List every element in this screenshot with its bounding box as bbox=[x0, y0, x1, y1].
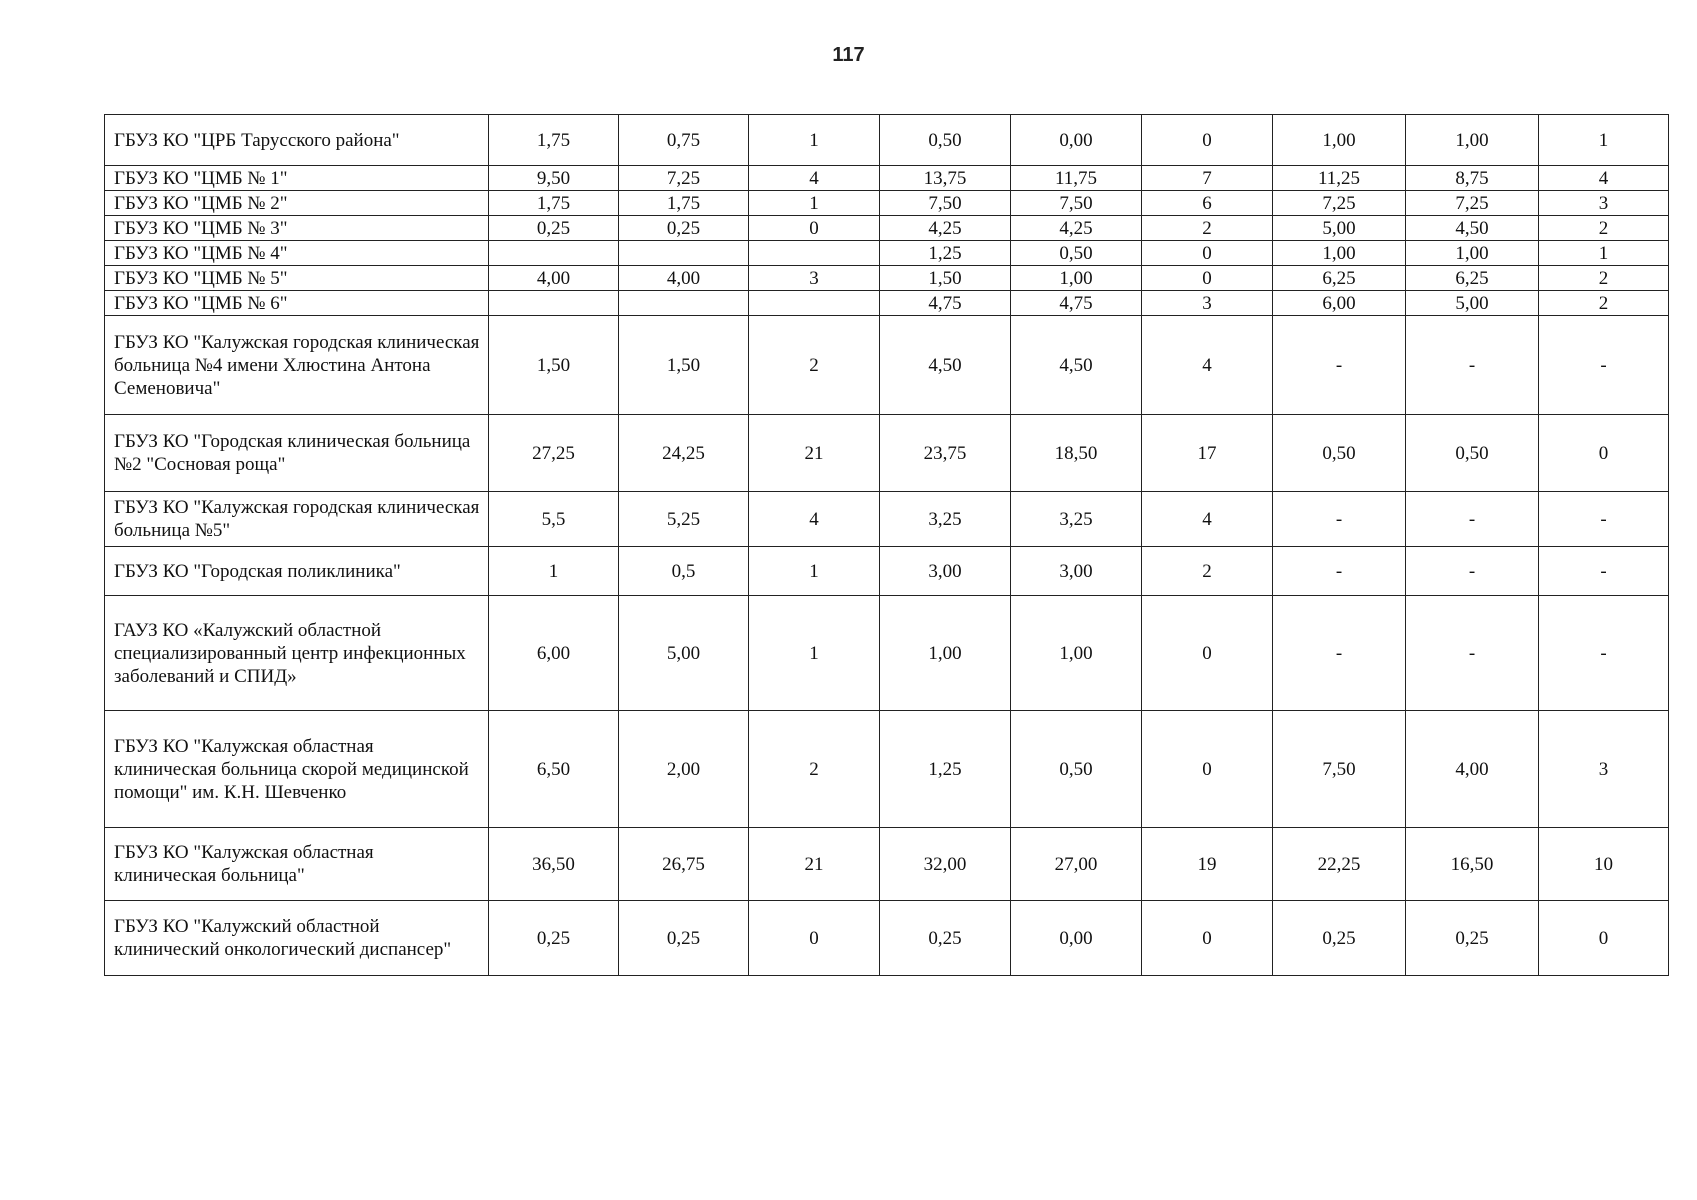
value-cell: 0 bbox=[1539, 415, 1669, 492]
value-cell bbox=[749, 291, 880, 316]
value-cell: 5,5 bbox=[489, 492, 619, 547]
organization-name-cell: ГБУЗ КО "Калужская областная клиническая больница" bbox=[105, 828, 489, 901]
value-cell: 3 bbox=[1539, 191, 1669, 216]
value-cell: 7,25 bbox=[1273, 191, 1406, 216]
value-cell: 0,75 bbox=[619, 115, 749, 166]
value-cell: 0 bbox=[1142, 241, 1273, 266]
value-cell: 7,50 bbox=[1011, 191, 1142, 216]
value-cell: 1,25 bbox=[880, 711, 1011, 828]
value-cell: 4 bbox=[1142, 316, 1273, 415]
value-cell: 2,00 bbox=[619, 711, 749, 828]
value-cell: 2 bbox=[749, 316, 880, 415]
value-cell: 5,00 bbox=[619, 596, 749, 711]
value-cell: 3 bbox=[1539, 711, 1669, 828]
value-cell: 0,00 bbox=[1011, 115, 1142, 166]
value-cell: 1,00 bbox=[1406, 115, 1539, 166]
value-cell: 3,25 bbox=[880, 492, 1011, 547]
value-cell: 0,50 bbox=[1011, 711, 1142, 828]
page-number: 117 bbox=[832, 44, 865, 66]
value-cell: 4,00 bbox=[489, 266, 619, 291]
value-cell: 0,25 bbox=[1406, 901, 1539, 976]
value-cell: 7,25 bbox=[1406, 191, 1539, 216]
value-cell: - bbox=[1539, 596, 1669, 711]
value-cell: 0,25 bbox=[619, 901, 749, 976]
table-row bbox=[105, 596, 1669, 711]
organization-name-cell: ГБУЗ КО "Городская поликлиника" bbox=[105, 547, 489, 596]
value-cell: - bbox=[1539, 316, 1669, 415]
table-row bbox=[105, 547, 1669, 596]
value-cell: 0,50 bbox=[1406, 415, 1539, 492]
value-cell: 5,25 bbox=[619, 492, 749, 547]
table-row bbox=[105, 191, 1669, 216]
value-cell: 0,50 bbox=[1011, 241, 1142, 266]
value-cell: 0,25 bbox=[619, 216, 749, 241]
value-cell: 1 bbox=[1539, 115, 1669, 166]
value-cell: 4 bbox=[749, 492, 880, 547]
value-cell: 3,25 bbox=[1011, 492, 1142, 547]
value-cell: - bbox=[1406, 596, 1539, 711]
value-cell: 4 bbox=[1142, 492, 1273, 547]
table-row bbox=[105, 166, 1669, 191]
organization-name-cell: ГБУЗ КО "ЦМБ № 1" bbox=[105, 166, 489, 191]
value-cell: 24,25 bbox=[619, 415, 749, 492]
value-cell: 1 bbox=[489, 547, 619, 596]
organization-name-cell: ГБУЗ КО "Калужский областной клинический онкологический диспансер" bbox=[105, 901, 489, 976]
value-cell: 4,75 bbox=[880, 291, 1011, 316]
value-cell: 4,00 bbox=[1406, 711, 1539, 828]
value-cell: 1,00 bbox=[880, 596, 1011, 711]
value-cell: 2 bbox=[1539, 291, 1669, 316]
organization-name-cell: ГБУЗ КО "ЦМБ № 6" bbox=[105, 291, 489, 316]
value-cell: 2 bbox=[1539, 216, 1669, 241]
value-cell: 3 bbox=[749, 266, 880, 291]
value-cell: 11,75 bbox=[1011, 166, 1142, 191]
table-row bbox=[105, 415, 1669, 492]
organization-name-cell: ГБУЗ КО "Калужская областная клиническая больница скорой медицинской помощи" им. К.Н. Шевченко bbox=[105, 711, 489, 828]
value-cell: 7,50 bbox=[1273, 711, 1406, 828]
organization-name-cell: ГБУЗ КО "ЦМБ № 2" bbox=[105, 191, 489, 216]
value-cell: 6,25 bbox=[1273, 266, 1406, 291]
value-cell: 4,25 bbox=[1011, 216, 1142, 241]
value-cell: 27,00 bbox=[1011, 828, 1142, 901]
organization-name-cell: ГБУЗ КО "ЦМБ № 4" bbox=[105, 241, 489, 266]
value-cell: 0,50 bbox=[880, 115, 1011, 166]
value-cell: 4 bbox=[1539, 166, 1669, 191]
value-cell: 6,50 bbox=[489, 711, 619, 828]
value-cell: 19 bbox=[1142, 828, 1273, 901]
value-cell: 13,75 bbox=[880, 166, 1011, 191]
organization-name-cell: ГБУЗ КО "Калужская городская клиническая больница №4 имени Хлюстина Антона Семеновича" bbox=[105, 316, 489, 415]
value-cell: 0 bbox=[1142, 115, 1273, 166]
value-cell: 1,75 bbox=[489, 115, 619, 166]
value-cell: 0 bbox=[1142, 901, 1273, 976]
value-cell: 4,50 bbox=[880, 316, 1011, 415]
value-cell: 1,00 bbox=[1011, 266, 1142, 291]
data-table bbox=[104, 114, 1669, 976]
table-row bbox=[105, 241, 1669, 266]
value-cell: - bbox=[1406, 316, 1539, 415]
value-cell: 18,50 bbox=[1011, 415, 1142, 492]
value-cell: 0 bbox=[1142, 266, 1273, 291]
value-cell: 2 bbox=[1142, 216, 1273, 241]
table-row bbox=[105, 291, 1669, 316]
value-cell: 4,50 bbox=[1011, 316, 1142, 415]
table-row bbox=[105, 711, 1669, 828]
value-cell: 0,25 bbox=[489, 216, 619, 241]
value-cell: 4,25 bbox=[880, 216, 1011, 241]
value-cell: - bbox=[1273, 492, 1406, 547]
value-cell: 7 bbox=[1142, 166, 1273, 191]
value-cell: 6 bbox=[1142, 191, 1273, 216]
table-row bbox=[105, 115, 1669, 166]
value-cell: - bbox=[1273, 547, 1406, 596]
value-cell: - bbox=[1273, 596, 1406, 711]
organization-name-cell: ГАУЗ КО «Калужский областной специализированный центр инфекционных заболеваний и СПИД» bbox=[105, 596, 489, 711]
value-cell: 0,25 bbox=[880, 901, 1011, 976]
value-cell: 1,00 bbox=[1273, 241, 1406, 266]
value-cell: - bbox=[1539, 492, 1669, 547]
value-cell: 1 bbox=[749, 115, 880, 166]
value-cell: 1,00 bbox=[1406, 241, 1539, 266]
value-cell bbox=[749, 241, 880, 266]
value-cell: 27,25 bbox=[489, 415, 619, 492]
value-cell: 3,00 bbox=[1011, 547, 1142, 596]
value-cell: 1 bbox=[749, 547, 880, 596]
value-cell: 0,00 bbox=[1011, 901, 1142, 976]
value-cell: 21 bbox=[749, 828, 880, 901]
data-table-container bbox=[104, 114, 1668, 976]
value-cell: 0,5 bbox=[619, 547, 749, 596]
table-row bbox=[105, 492, 1669, 547]
value-cell: 8,75 bbox=[1406, 166, 1539, 191]
value-cell: 2 bbox=[749, 711, 880, 828]
value-cell: 1 bbox=[749, 596, 880, 711]
value-cell bbox=[489, 241, 619, 266]
value-cell: 4,50 bbox=[1406, 216, 1539, 241]
value-cell bbox=[619, 291, 749, 316]
value-cell: 1,50 bbox=[880, 266, 1011, 291]
value-cell: - bbox=[1539, 547, 1669, 596]
value-cell: 0 bbox=[749, 216, 880, 241]
value-cell bbox=[489, 291, 619, 316]
value-cell: 0,25 bbox=[1273, 901, 1406, 976]
value-cell: 16,50 bbox=[1406, 828, 1539, 901]
value-cell: 10 bbox=[1539, 828, 1669, 901]
value-cell: 1,00 bbox=[1011, 596, 1142, 711]
value-cell: 2 bbox=[1539, 266, 1669, 291]
value-cell: 6,25 bbox=[1406, 266, 1539, 291]
value-cell: 1 bbox=[1539, 241, 1669, 266]
value-cell: 1,25 bbox=[880, 241, 1011, 266]
table-row bbox=[105, 316, 1669, 415]
value-cell: 5,00 bbox=[1273, 216, 1406, 241]
value-cell: 6,00 bbox=[1273, 291, 1406, 316]
value-cell: 23,75 bbox=[880, 415, 1011, 492]
value-cell: 1,00 bbox=[1273, 115, 1406, 166]
value-cell: 22,25 bbox=[1273, 828, 1406, 901]
value-cell: 9,50 bbox=[489, 166, 619, 191]
organization-name-cell: ГБУЗ КО "ЦМБ № 5" bbox=[105, 266, 489, 291]
value-cell: 4 bbox=[749, 166, 880, 191]
value-cell: 1 bbox=[749, 191, 880, 216]
value-cell: - bbox=[1406, 547, 1539, 596]
value-cell: 4,75 bbox=[1011, 291, 1142, 316]
value-cell: - bbox=[1273, 316, 1406, 415]
value-cell: 6,00 bbox=[489, 596, 619, 711]
value-cell: 4,00 bbox=[619, 266, 749, 291]
organization-name-cell: ГБУЗ КО "Калужская городская клиническая больница №5" bbox=[105, 492, 489, 547]
value-cell: - bbox=[1406, 492, 1539, 547]
table-row bbox=[105, 216, 1669, 241]
value-cell: 3 bbox=[1142, 291, 1273, 316]
organization-name-cell: ГБУЗ КО "Городская клиническая больница №2 "Сосновая роща" bbox=[105, 415, 489, 492]
value-cell: 26,75 bbox=[619, 828, 749, 901]
value-cell: 0 bbox=[749, 901, 880, 976]
value-cell: 2 bbox=[1142, 547, 1273, 596]
value-cell: 0,25 bbox=[489, 901, 619, 976]
value-cell: 0 bbox=[1539, 901, 1669, 976]
value-cell bbox=[619, 241, 749, 266]
value-cell: 0 bbox=[1142, 711, 1273, 828]
table-row bbox=[105, 901, 1669, 976]
value-cell: 36,50 bbox=[489, 828, 619, 901]
value-cell: 0,50 bbox=[1273, 415, 1406, 492]
value-cell: 21 bbox=[749, 415, 880, 492]
value-cell: 5,00 bbox=[1406, 291, 1539, 316]
value-cell: 1,50 bbox=[619, 316, 749, 415]
table-row bbox=[105, 266, 1669, 291]
table-body bbox=[105, 115, 1669, 976]
value-cell: 0 bbox=[1142, 596, 1273, 711]
organization-name-cell: ГБУЗ КО "ЦМБ № 3" bbox=[105, 216, 489, 241]
value-cell: 1,75 bbox=[489, 191, 619, 216]
value-cell: 7,50 bbox=[880, 191, 1011, 216]
value-cell: 17 bbox=[1142, 415, 1273, 492]
value-cell: 11,25 bbox=[1273, 166, 1406, 191]
value-cell: 7,25 bbox=[619, 166, 749, 191]
value-cell: 3,00 bbox=[880, 547, 1011, 596]
value-cell: 1,50 bbox=[489, 316, 619, 415]
value-cell: 1,75 bbox=[619, 191, 749, 216]
value-cell: 32,00 bbox=[880, 828, 1011, 901]
organization-name-cell: ГБУЗ КО "ЦРБ Тарусского района" bbox=[105, 115, 489, 166]
table-row bbox=[105, 828, 1669, 901]
